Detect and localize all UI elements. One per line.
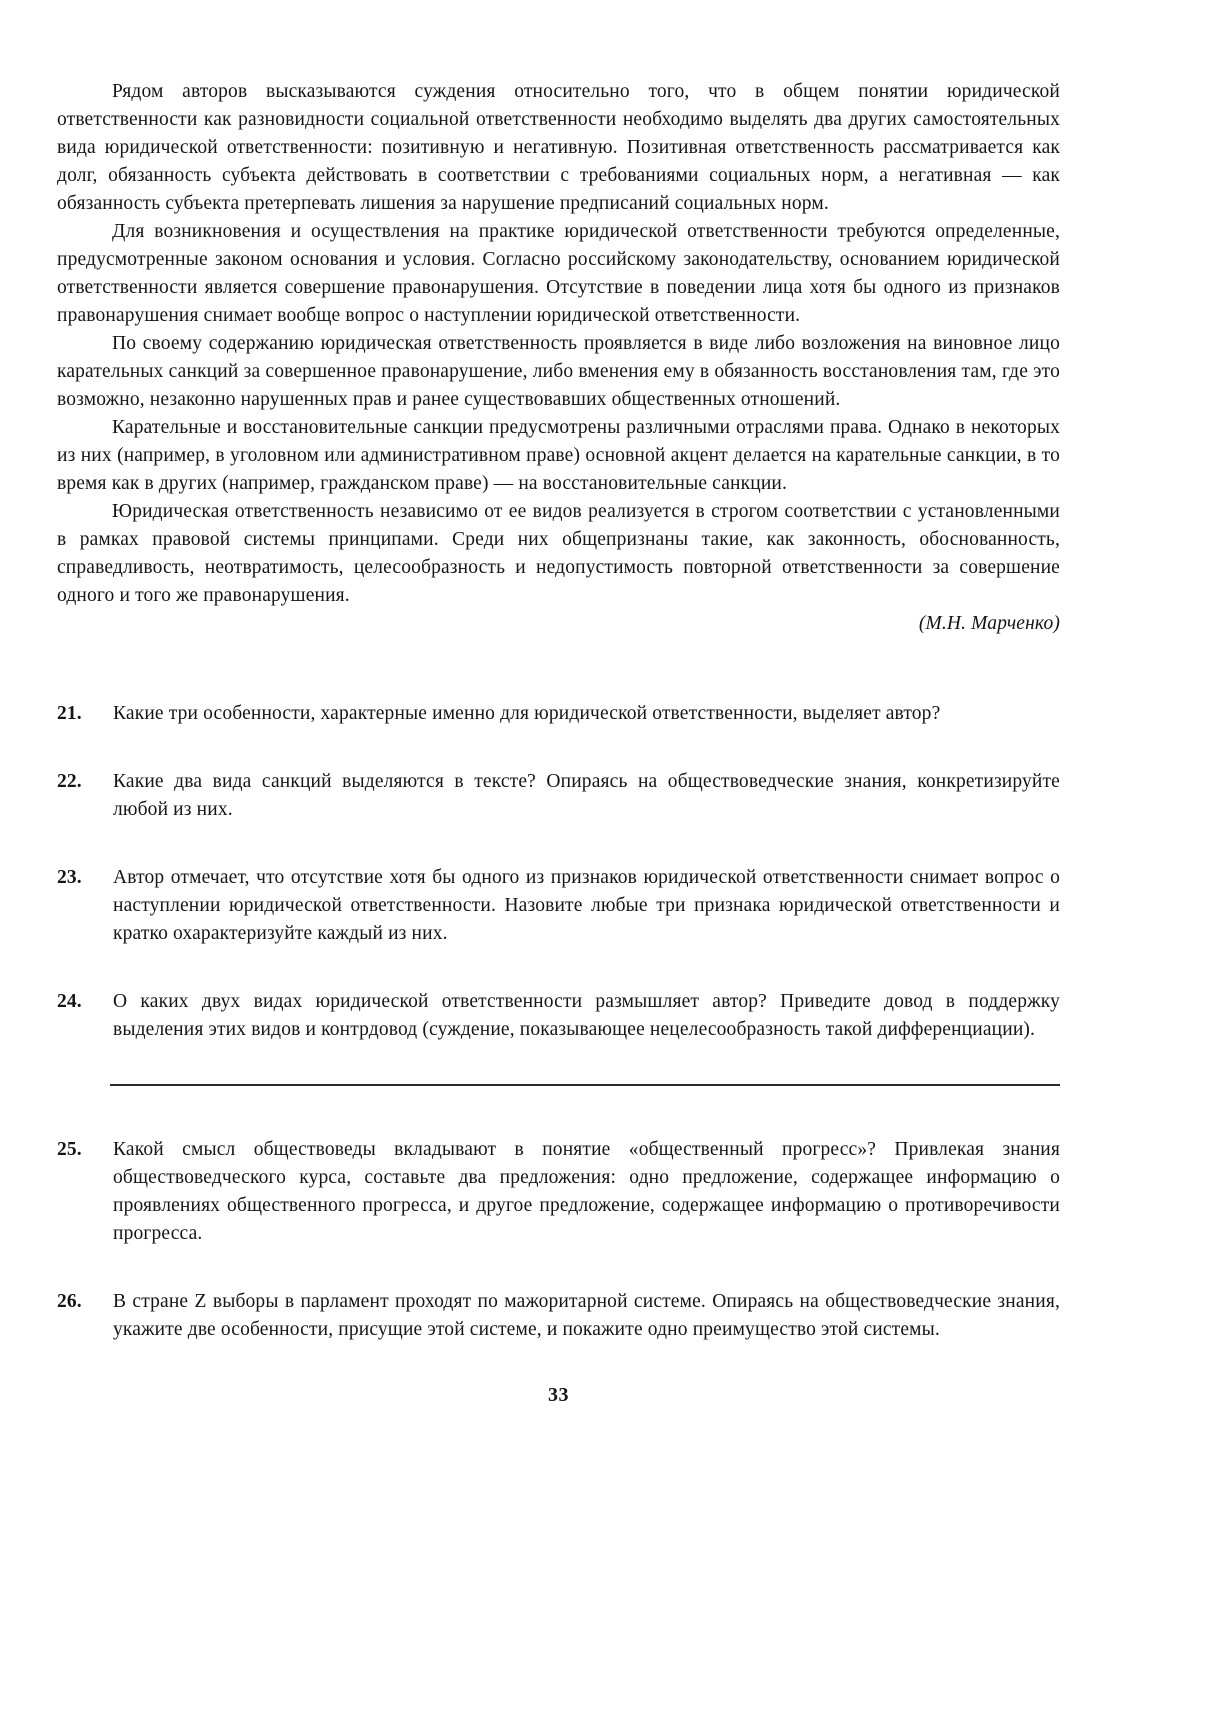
question-number: 24.: [57, 991, 82, 1012]
passage-paragraph: Рядом авторов высказываются суждения относительно того, что в общем понятии юридической ответственности как разновидности социальной ответственности необходимо выделять два других самостоятельных вида юридической ответственности: позитивную и негативную. Позитивная ответственность рассматривается как долг, обязанность субъекта действовать в соответствии с требованиями социальных норм, а негативная — как обязанность субъекта претерпевать лишения за нарушение предписаний социальных норм.: [57, 81, 1060, 214]
passage-attribution: (М.Н. Марченко): [918, 613, 1060, 634]
question-text: В стране Z выборы в парламент проходят по мажоритарной системе. Опираясь на обществоведческие знания, укажите две особенности, присущие этой системе, и покажите одно преимущество этой системы.: [113, 1291, 1060, 1340]
question-item-24: [57, 988, 1060, 1044]
question-number: 23.: [57, 867, 82, 888]
passage-paragraph: Для возникновения и осуществления на практике юридической ответственности требуются определенные, предусмотренные законом основания и условия. Согласно российскому законодательству, основанием юридической ответственности является совершение правонарушения. Отсутствие в поведении лица хотя бы одного из признаков правонарушения снимает вообще вопрос о наступлении юридической ответственности.: [57, 221, 1060, 326]
question-text: Какие два вида санкций выделяются в тексте? Опираясь на обществоведческие знания, конкретизируйте любой из них.: [113, 771, 1060, 820]
question-text: Какой смысл обществоведы вкладывают в понятие «общественный прогресс»? Привлекая знания обществоведческого курса, составьте два предложения: одно предложение, содержащее информацию о проявлениях общественного прогресса, и другое предложение, содержащее информацию о противоречивости прогресса.: [113, 1139, 1060, 1244]
section-divider: [110, 1084, 1060, 1086]
page-number: 33: [548, 1384, 569, 1406]
passage-text-block: [57, 78, 1060, 638]
question-item-21: [57, 700, 1060, 728]
question-text: Какие три особенности, характерные именно для юридической ответственности, выделяет автор?: [113, 703, 941, 724]
question-item-26: [57, 1288, 1060, 1344]
question-text: Автор отмечает, что отсутствие хотя бы одного из признаков юридической ответственности снимает вопрос о наступлении юридической ответственности. Назовите любые три признака юридической ответственности и кратко охарактеризуйте каждый из них.: [113, 867, 1060, 944]
passage-paragraph: Юридическая ответственность независимо от ее видов реализуется в строгом соответствии с установленными в рамках правовой системы принципами. Среди них общепризнаны такие, как законность, обоснованность, справедливость, неотвратимость, целесообразность и недопустимость повторной ответственности за совершение одного и того же правонарушения.: [57, 501, 1060, 606]
question-text: О каких двух видах юридической ответственности размышляет автор? Приведите довод в поддержку выделения этих видов и контрдовод (суждение, показывающее нецелесообразность такой дифференциации).: [113, 991, 1060, 1040]
question-number: 21.: [57, 703, 82, 724]
passage-paragraph: По своему содержанию юридическая ответственность проявляется в виде либо возложения на виновное лицо карательных санкций за совершенное правонарушение, либо вменения ему в обязанность восстановления там, где это возможно, незаконно нарушенных прав и ранее существовавших общественных отношений.: [57, 333, 1060, 410]
question-number: 26.: [57, 1291, 82, 1312]
question-item-22: [57, 768, 1060, 824]
questions-section: [57, 700, 1060, 1344]
question-item-23: [57, 864, 1060, 948]
question-item-25: [57, 1136, 1060, 1248]
question-number: 25.: [57, 1139, 82, 1160]
passage-paragraph: Карательные и восстановительные санкции предусмотрены различными отраслями права. Однако в некоторых из них (например, в уголовном или административном праве) основной акцент делается на карательные санкции, в то время как в других (например, гражданском праве) — на восстановительные санкции.: [57, 417, 1060, 494]
question-number: 22.: [57, 771, 82, 792]
